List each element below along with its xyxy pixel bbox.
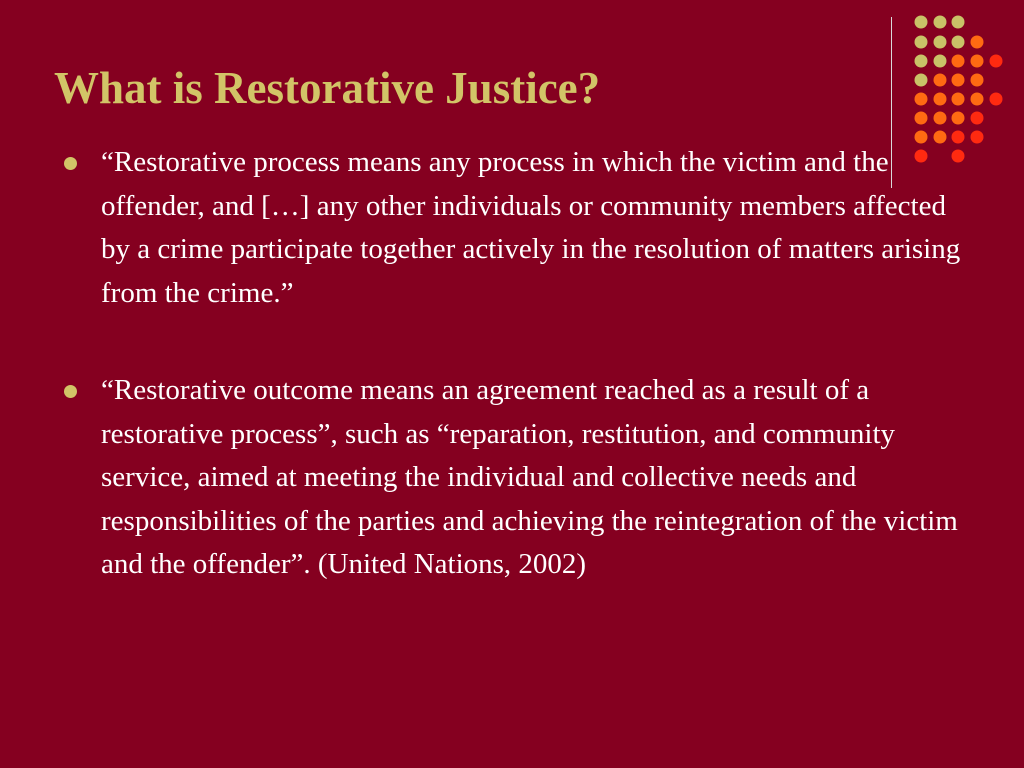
- decor-dot: [971, 36, 984, 49]
- bullet-icon: [64, 157, 77, 170]
- decor-dot: [990, 93, 1003, 106]
- bullet-icon: [64, 385, 77, 398]
- decor-dot: [934, 112, 947, 125]
- decor-dot: [952, 16, 965, 29]
- slide-title: What is Restorative Justice?: [54, 63, 601, 113]
- decor-dot: [934, 93, 947, 106]
- decor-dot: [915, 55, 928, 68]
- decor-dot: [915, 112, 928, 125]
- bullet-text: “Restorative outcome means an agreement reached as a result of a restorative process”, such as “reparation, restitution, and community service, aimed at meeting the individual and collective needs and responsibilities of the parties and achieving the reintegration of the victim and the offender”. (United Nations, 2002): [101, 374, 958, 580]
- decor-dot: [915, 36, 928, 49]
- decor-dot: [934, 16, 947, 29]
- decor-dot: [952, 36, 965, 49]
- decor-dot: [952, 112, 965, 125]
- decor-dot: [952, 93, 965, 106]
- decor-dot: [934, 74, 947, 87]
- bullet-item: [64, 141, 964, 315]
- bullet-text: “Restorative process means any process in which the victim and the offender, and […] any other individuals or community members affected by a crime participate together actively in the resolution of matters arising from the crime.”: [101, 146, 961, 309]
- decor-dot: [971, 112, 984, 125]
- decor-dot: [934, 36, 947, 49]
- decor-dot: [971, 131, 984, 144]
- bullet-item: [64, 369, 964, 587]
- bullet-list: [64, 141, 964, 587]
- decor-dot: [952, 55, 965, 68]
- decor-dot: [952, 74, 965, 87]
- decor-dot: [915, 74, 928, 87]
- decor-dot: [915, 93, 928, 106]
- decor-dot: [971, 93, 984, 106]
- decor-dot: [971, 55, 984, 68]
- decor-dot: [971, 74, 984, 87]
- decor-dot: [990, 55, 1003, 68]
- decor-dot: [934, 55, 947, 68]
- decor-dot: [915, 16, 928, 29]
